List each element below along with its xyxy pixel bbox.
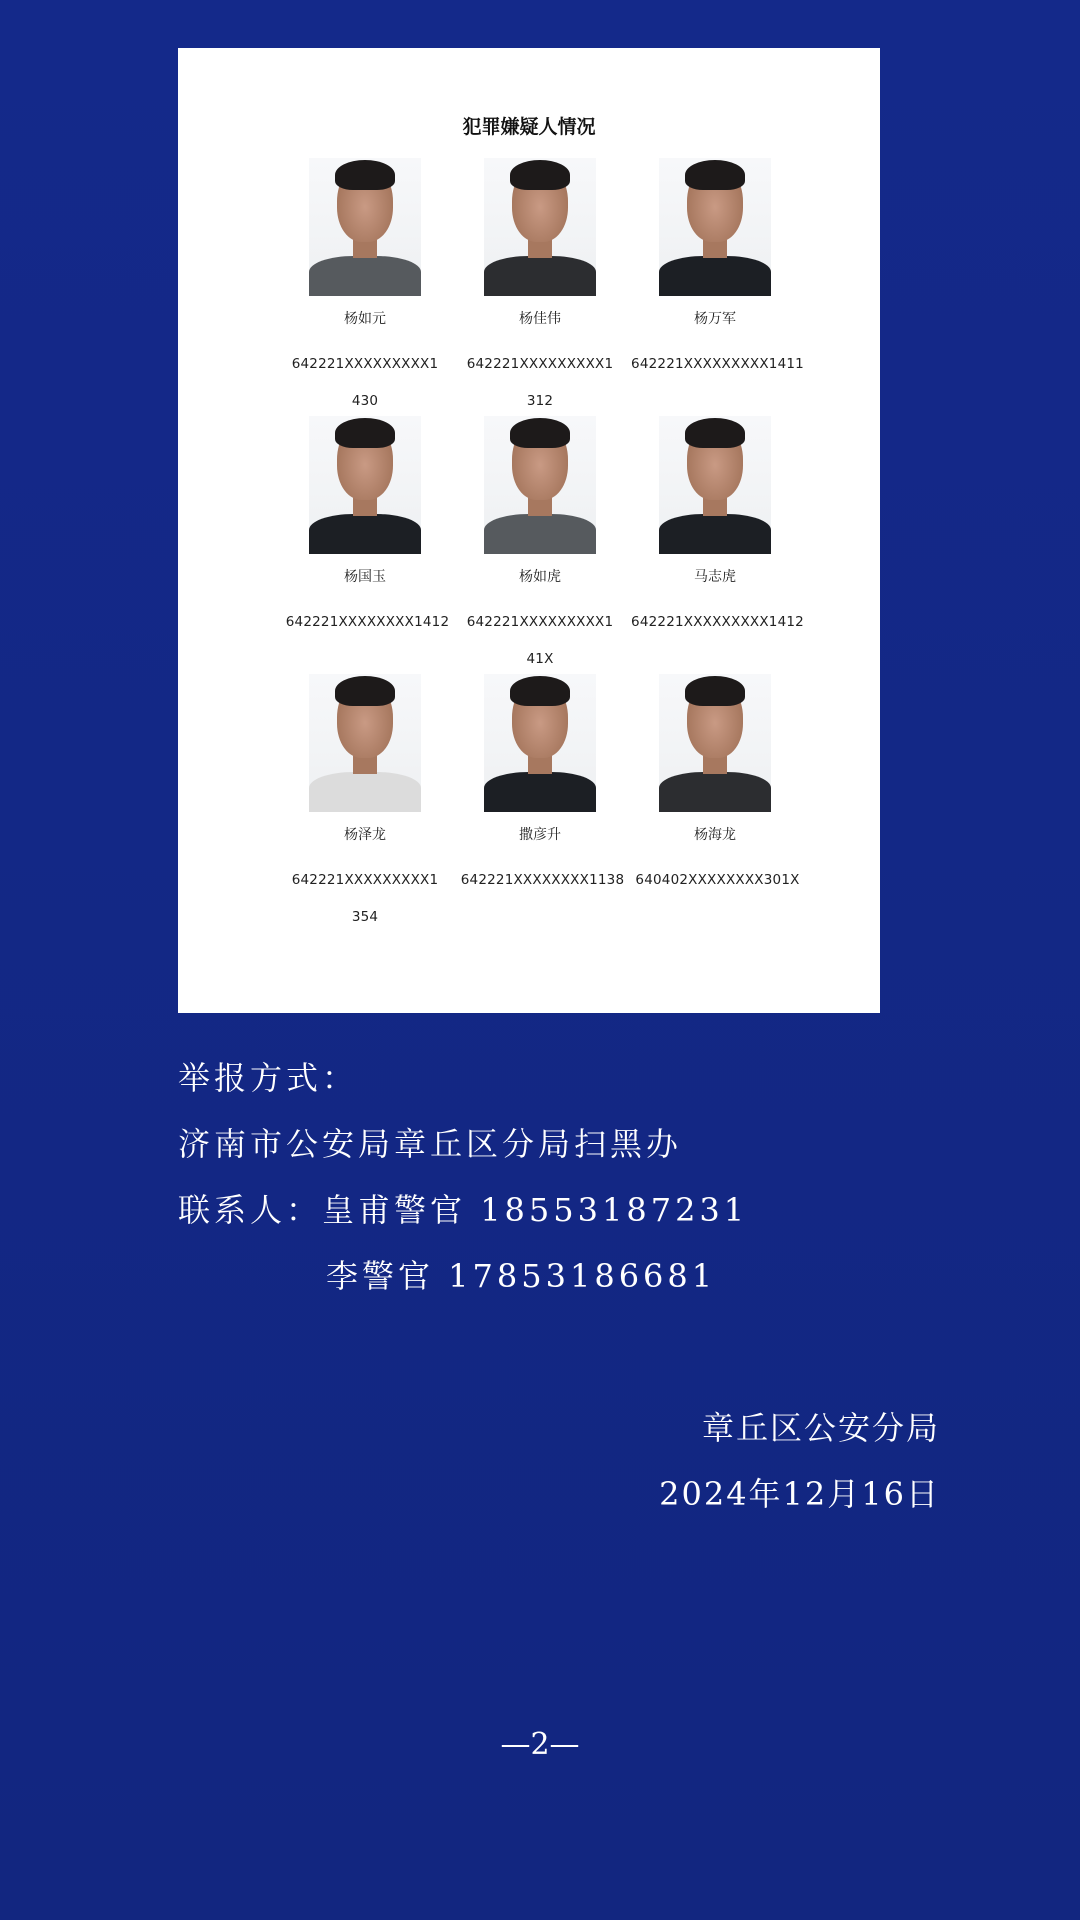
- suspect-card: [280, 674, 450, 924]
- suspect-photo: [659, 416, 771, 554]
- suspect-name: 撒彦升: [519, 827, 561, 843]
- suspect-photo: [309, 158, 421, 296]
- sheet-title: 犯罪嫌疑人情况: [462, 116, 596, 138]
- suspect-photo: [659, 674, 771, 812]
- suspect-grid: [280, 158, 804, 958]
- suspect-name: 杨海龙: [694, 827, 736, 843]
- suspect-card: [280, 158, 450, 408]
- suspect-id: 640402XXXXXXXX301X: [635, 872, 800, 888]
- contact-label: 联系人：: [178, 1191, 323, 1229]
- report-office: 济南市公安局章丘区分局扫黑办: [178, 1125, 683, 1163]
- suspect-name: 杨万军: [694, 311, 736, 327]
- suspect-id: 642221XXXXXXXXX1430: [291, 356, 439, 409]
- contact-primary: 皇甫警官 18553187231: [322, 1191, 749, 1229]
- signature-org: 章丘区公安分局: [701, 1409, 940, 1447]
- suspect-card: [455, 416, 625, 666]
- suspect-id: 642221XXXXXXXXX1312: [466, 356, 614, 409]
- suspect-id: 642221XXXXXXXXX141X: [466, 614, 614, 667]
- signature-date: 2024年12月16日: [659, 1475, 940, 1513]
- suspect-id: 642221XXXXXXXXX1412: [631, 614, 804, 630]
- suspect-photo: [484, 674, 596, 812]
- suspect-name: 杨泽龙: [344, 827, 386, 843]
- suspect-photo: [309, 674, 421, 812]
- suspect-name: 马志虎: [694, 569, 736, 585]
- suspect-name: 杨如虎: [519, 569, 561, 585]
- suspect-id: 642221XXXXXXXXX1411: [631, 356, 804, 372]
- suspect-card: [630, 416, 804, 666]
- suspect-photo: [484, 416, 596, 554]
- suspect-photo: [659, 158, 771, 296]
- suspect-name: 杨国玉: [344, 569, 386, 585]
- contact-secondary: 李警官 17853186681: [326, 1257, 717, 1295]
- suspect-id: 642221XXXXXXXX1412: [285, 614, 450, 630]
- suspect-name: 杨如元: [344, 311, 386, 327]
- suspect-card: [455, 158, 625, 408]
- suspect-name: 杨佳伟: [519, 311, 561, 327]
- contact-row-1: [178, 1177, 748, 1243]
- report-heading: 举报方式：: [178, 1059, 359, 1097]
- suspect-card: [630, 158, 804, 408]
- suspect-photo: [484, 158, 596, 296]
- signature-block: [659, 1395, 940, 1527]
- suspect-photo: [309, 416, 421, 554]
- page-marker: —2—: [500, 1727, 580, 1762]
- suspect-id: 642221XXXXXXXX1138: [460, 872, 625, 888]
- suspect-id: 642221XXXXXXXXX1354: [291, 872, 439, 925]
- report-info: [178, 1045, 748, 1309]
- suspect-card: [455, 674, 625, 924]
- suspect-card: [280, 416, 450, 666]
- suspect-sheet: [178, 48, 880, 1013]
- suspect-card: [630, 674, 800, 924]
